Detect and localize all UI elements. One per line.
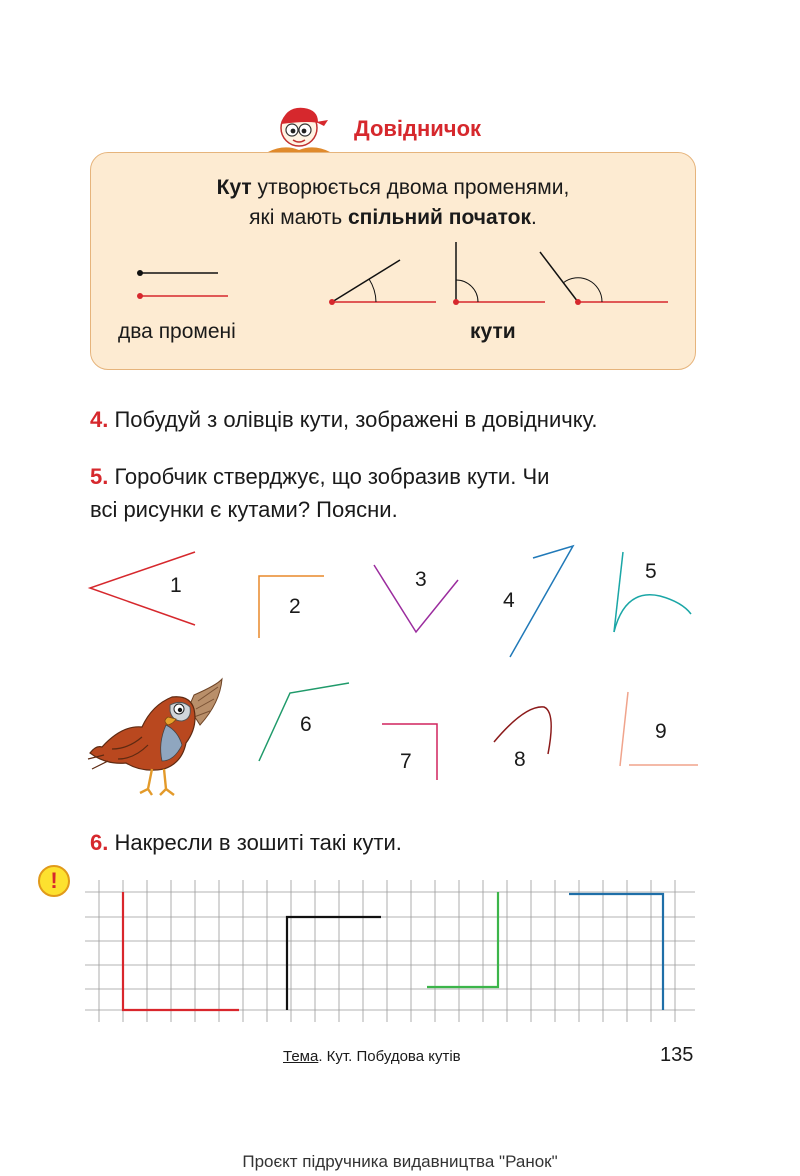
definition-text-2: які мають (249, 206, 348, 229)
task-6-number: 6. (90, 830, 109, 855)
figure-6-label: 6 (300, 713, 312, 736)
figure-4 (510, 546, 573, 657)
angles-label: кути (470, 320, 516, 343)
figure-2-label: 2 (289, 595, 301, 618)
two-rays-diagram (137, 270, 228, 299)
task-5-text-1: Горобчик стверджує, що зобразив кути. Чи (108, 464, 550, 489)
rays-label: два промені (118, 320, 236, 343)
task-4-text: Побудуй з олівців кути, зображені в довідничку. (108, 407, 598, 432)
figure-8-label: 8 (514, 748, 526, 771)
definition-end: . (531, 206, 537, 229)
sparrow-icon (82, 665, 232, 800)
reference-heading: Довідничок (354, 116, 482, 141)
publisher-note: Проєкт підручника видавництва "Ранок" (242, 1152, 558, 1171)
footer-topic (283, 1048, 461, 1065)
figure-7-label: 7 (400, 750, 412, 773)
figure-8 (494, 707, 551, 754)
grid-lines (85, 880, 695, 1022)
figure-1-label: 1 (170, 574, 182, 597)
grid-angle-blue (569, 894, 663, 1010)
acute-angle-diagram (329, 260, 436, 305)
obtuse-angle-diagram (540, 252, 668, 305)
task-5-number: 5. (90, 464, 109, 489)
task-4-number: 4. (90, 407, 109, 432)
grid-angles (85, 880, 705, 1025)
grid-angle-green (427, 892, 498, 987)
definition-term: Кут (216, 176, 252, 199)
right-angle-diagram (453, 242, 545, 305)
warning-icon: ! (38, 865, 70, 897)
grid-angle-black (287, 917, 381, 1010)
task-4 (90, 403, 705, 436)
task-6 (90, 826, 705, 859)
figure-5-label: 5 (645, 560, 657, 583)
task-6-text: Накресли в зошиті такі кути. (108, 830, 402, 855)
task-5-line-1 (90, 460, 705, 493)
page-number: 135 (660, 1044, 694, 1066)
figure-4-label: 4 (503, 589, 515, 612)
definition-text-1: утворюється двома променями, (251, 176, 570, 199)
figure-9-label: 9 (655, 720, 667, 743)
task-5-line-2: всі рисунки є кутами? Поясни. (90, 497, 398, 522)
footer-topic-text: . Кут. Побудова кутів (318, 1048, 461, 1065)
definition-bold: спільний початок (348, 206, 531, 229)
figure-3-label: 3 (415, 568, 427, 591)
grid-angle-red (123, 892, 239, 1010)
footer-topic-label: Тема (283, 1048, 319, 1065)
